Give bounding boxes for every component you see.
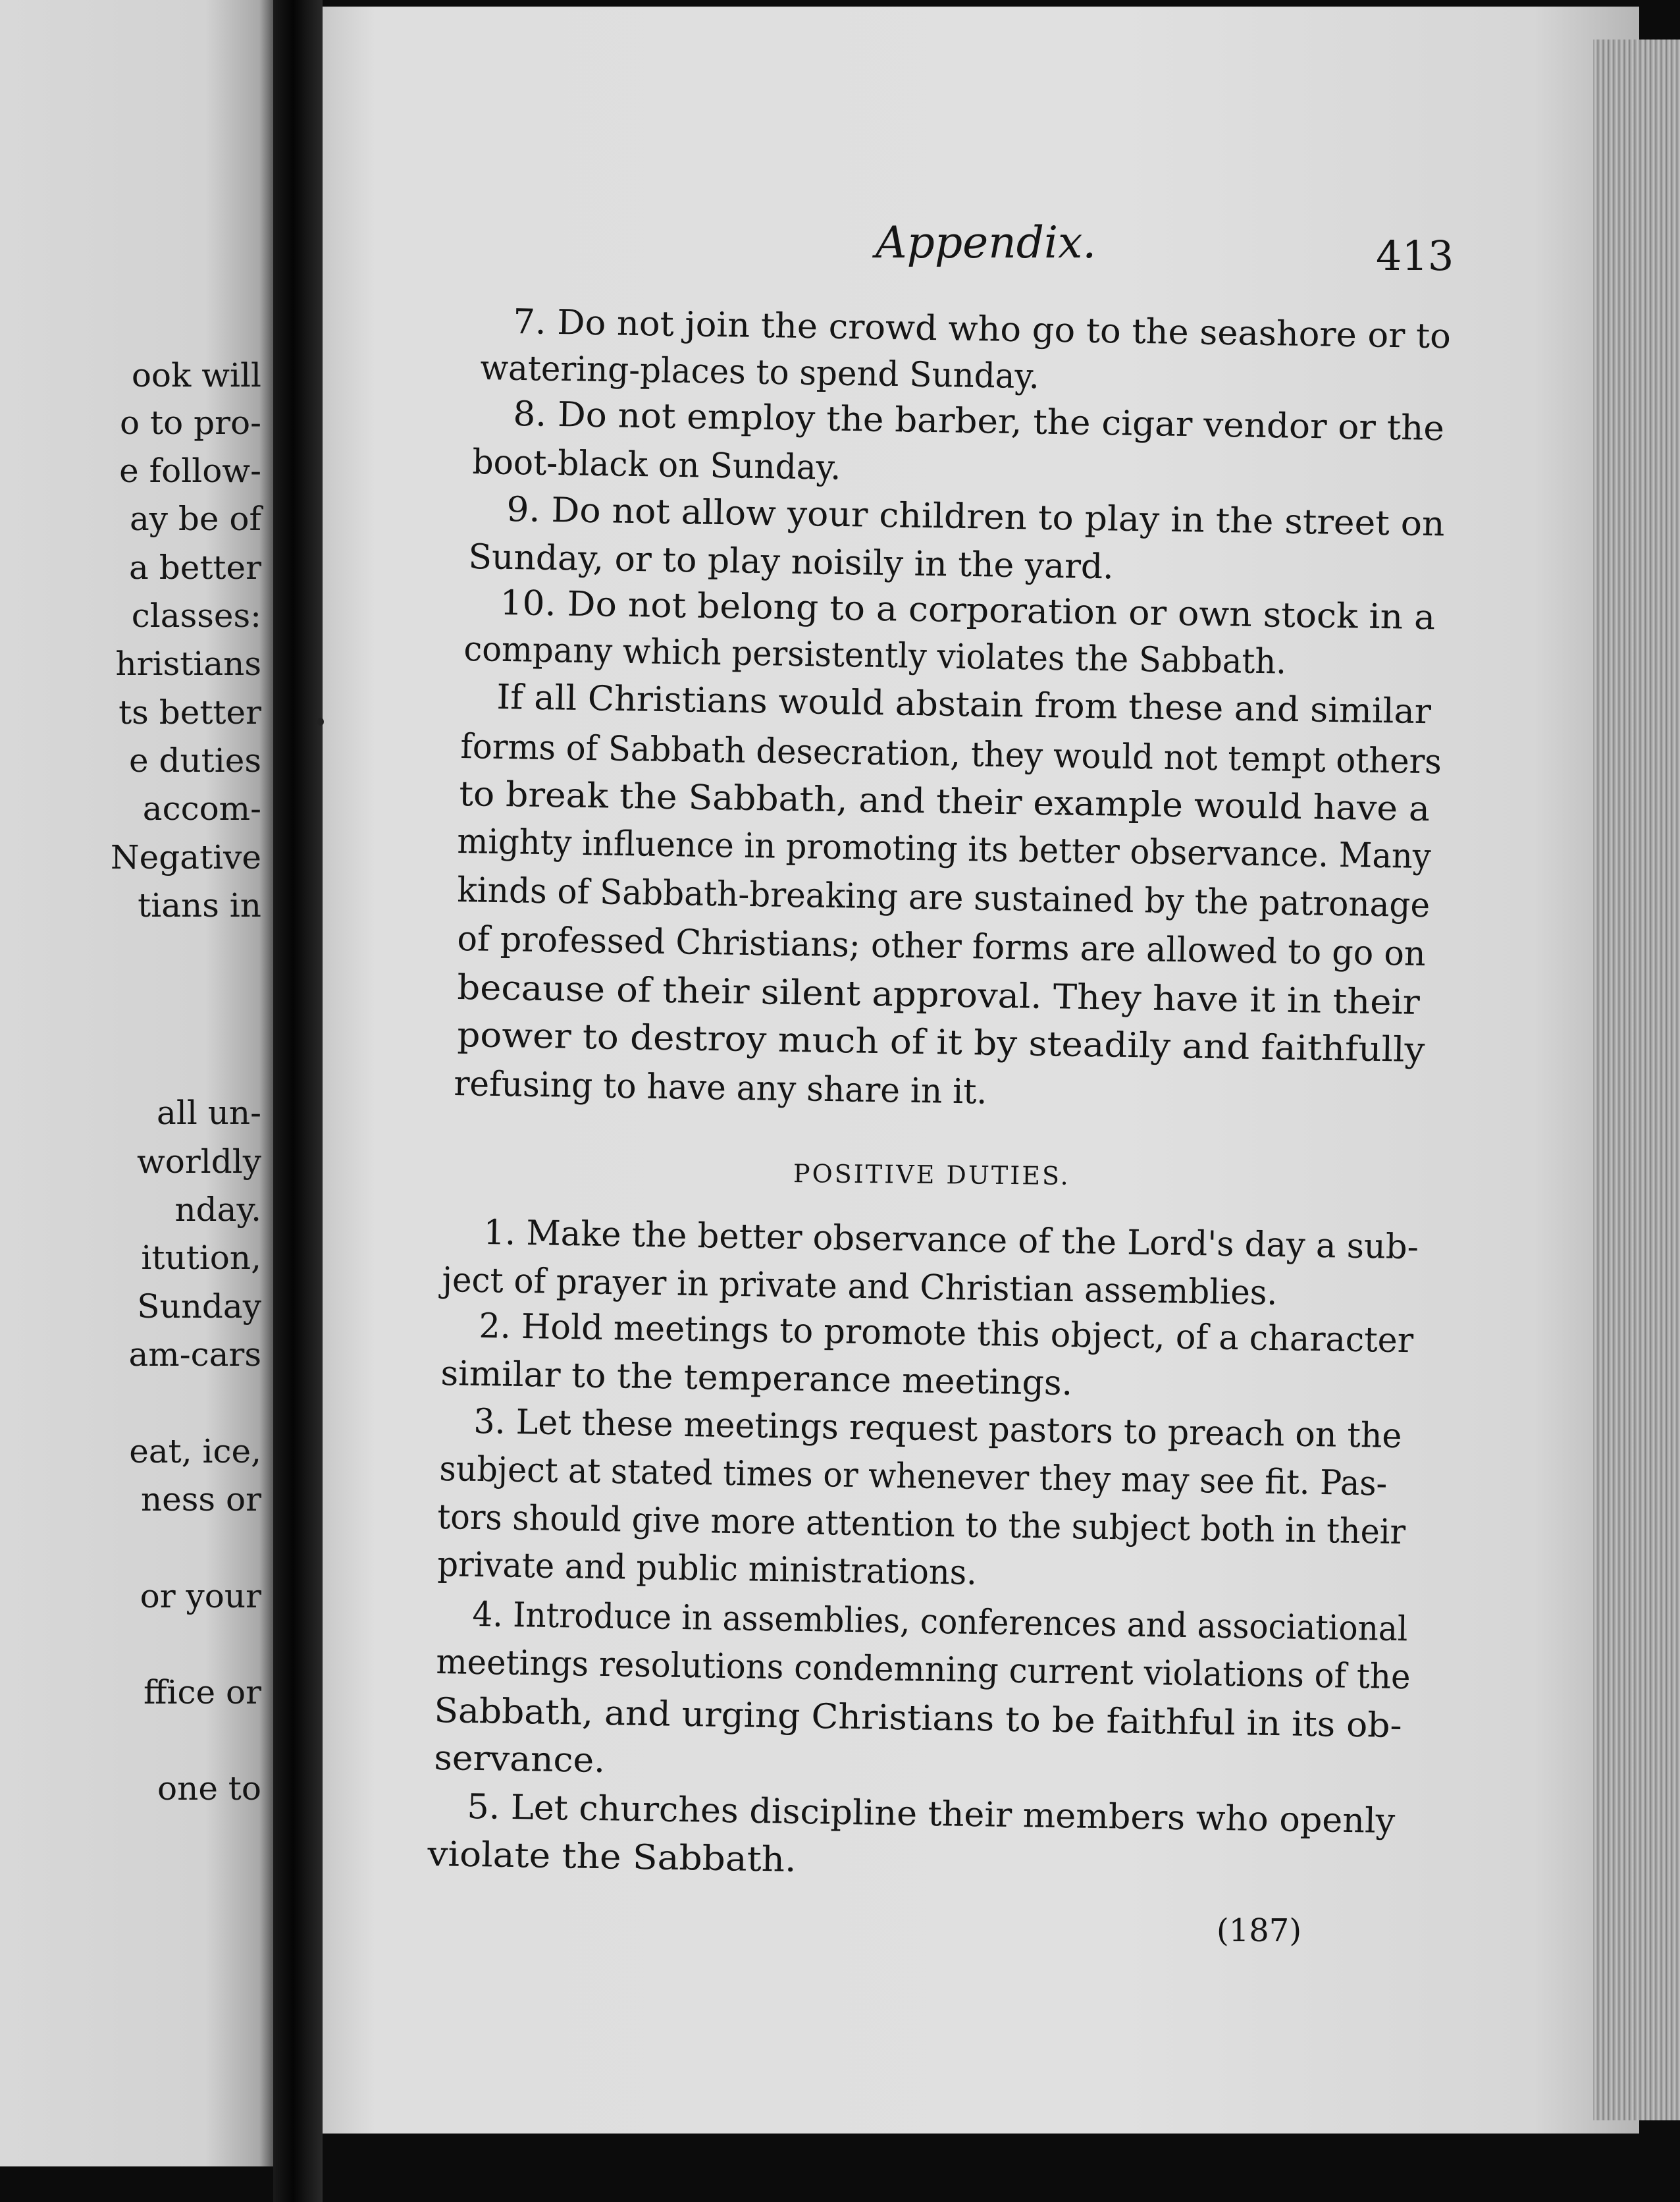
duties-line: 3. Let these meetings request pastors to preach on the [473,1401,1402,1457]
body-line: boot-black on Sunday. [471,442,841,488]
left-page-line: all un- [157,1094,261,1132]
duties-line: subject at stated times or whenever they may see fit. Pas- [438,1449,1388,1504]
body-line: 10. Do not belong to a corporation or own stock in a [499,583,1436,638]
section-heading: POSITIVE DUTIES. [793,1159,1070,1191]
left-page-line: am-cars [128,1335,261,1374]
left-page-line: ffice or [143,1673,261,1711]
duties-line: 4. Introduce in assemblies, conferences and associational [471,1594,1408,1650]
body-line: mighty influence in promoting its better observance. Many [456,821,1432,877]
left-page-line: nday. [174,1191,261,1229]
duties-line: 5. Let churches discipline their members who openly [466,1786,1396,1842]
page-number: 413 [1376,232,1454,280]
duties-line: violate the Sabbath. [427,1834,797,1880]
body-line: Sunday, or to play noisily in the yard. [467,537,1115,587]
scan-speck [317,718,324,726]
duties-line: 1. Make the better observance of the Lord's day a sub- [483,1212,1419,1268]
body-line: kinds of Sabbath-breaking are sustained by the patronage [456,870,1431,926]
body-line: watering-places to spend Sunday. [479,348,1040,397]
left-page-line: e duties [128,741,261,780]
page-edges [1593,40,1680,2120]
left-page-line: or your [140,1577,261,1615]
duties-line: 2. Hold meetings to promote this object, of a character [478,1306,1414,1361]
left-page-line: ook will [131,356,261,394]
left-page-line: e follow- [119,452,261,490]
left-page-line: one to [157,1769,261,1808]
left-page-line: ay be of [129,500,261,538]
left-page-line: hristians [115,645,261,683]
duties-line: ject of prayer in private and Christian assemblies. [441,1260,1278,1313]
left-page-line: classes: [131,597,261,635]
duties-line: private and public ministrations. [436,1544,978,1593]
body-line: 9. Do not allow your children to play in the street on [506,489,1445,545]
duties-line: similar to the temperance meetings. [440,1353,1073,1404]
left-page-line: a better [129,549,261,587]
book-gutter [273,0,323,2202]
left-page-line: itution, [141,1239,261,1277]
left-page-line: eat, ice, [129,1432,261,1470]
body-line: of professed Christians; other forms are allowed to go on [456,919,1427,975]
body-line: company which persistently violates the Sabbath. [463,629,1287,682]
folio-number: (187) [1217,1912,1302,1949]
body-line: refusing to have any share in it. [453,1063,987,1112]
left-page-line: accom- [142,790,261,828]
left-page-line: Negative [110,838,261,876]
body-line: because of their silent approval. They have it in their [456,967,1421,1023]
left-page-line: o to pro- [120,404,261,442]
left-page-line: ts better [118,693,261,732]
left-page-line: worldly [136,1142,261,1181]
duties-line: tors should give more attention to the subject both in their [436,1497,1406,1553]
running-header-title: Appendix. [876,217,1097,268]
left-page-line: ness or [140,1480,261,1518]
left-page-fragment [0,0,273,2166]
left-page-line: Sunday [137,1287,261,1326]
duties-line: meetings resolutions condemning current violations of the [435,1642,1411,1698]
duties-line: servance. [433,1738,606,1781]
body-line: 8. Do not employ the barber, the cigar vendor or the [512,394,1445,449]
duties-line: Sabbath, and urging Christians to be faithful in its ob- [433,1690,1403,1746]
body-line: power to destroy much of it by steadily and faithfully [456,1015,1425,1071]
left-page-line: tians in [138,886,261,925]
body-line: forms of Sabbath desecration, they would not tempt others [459,726,1442,782]
body-line: 7. Do not join the crowd who go to the seashore or to [512,302,1452,357]
body-line: If all Christians would abstain from these and similar [496,677,1432,732]
body-line: to break the Sabbath, and their example would have a [458,774,1431,830]
